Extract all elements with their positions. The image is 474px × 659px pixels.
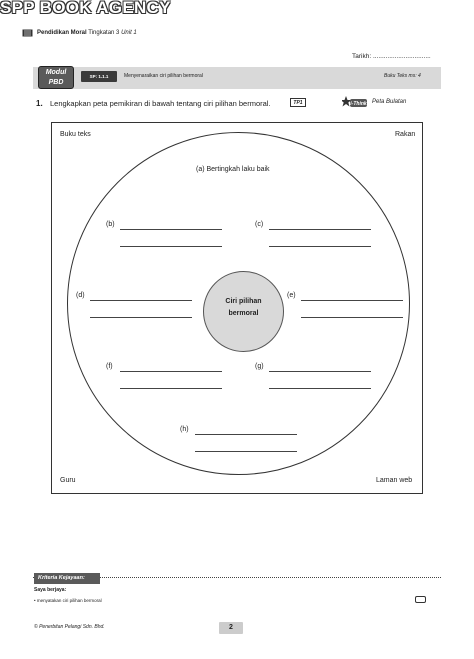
center-label-line2: bermoral [228,310,259,317]
question-text: Lengkapkan peta pemikiran di bawah tentang ciri pilihan bermoral. [50,99,271,108]
answer-label-e: (e) [287,292,296,299]
criteria-title: Kriteria Kejayaan: [34,573,100,584]
answer-label-g: (g) [255,363,264,370]
watermark: SPP BOOK AGENCY [0,0,171,17]
answer-line-b2[interactable] [120,246,222,247]
answer-label-b: (b) [106,221,115,228]
ithink-logo-icon [342,95,368,109]
module-pbd-badge [38,66,74,89]
frame-label-rakan: Rakan [395,131,416,138]
answer-line-f2[interactable] [120,388,222,389]
map-type-label: Peta Bulatan [372,99,407,105]
center-label-line1: Ciri pilihan [225,298,262,305]
frame-label-guru: Guru [60,477,76,484]
answer-line-c1[interactable] [269,229,371,230]
unit-label: Unit 1 [121,30,137,36]
saya-berjaya-label: Saya berjaya: [34,587,67,593]
answer-label-d: (d) [76,292,85,299]
book-icon [22,29,33,37]
criterion-checkbox[interactable] [415,596,426,603]
answer-line-b1[interactable] [120,229,222,230]
question-number: 1. [36,99,43,108]
answer-label-c: (c) [255,221,264,228]
answer-line-d1[interactable] [90,300,192,301]
criterion-item: • menyatakan ciri pilihan bermoral [34,598,102,603]
pbd-label: PBD [48,79,64,86]
module-label: Modul [45,69,67,76]
page-number: 2 [219,622,243,634]
answer-a: (a) Bertingkah laku baik [196,166,270,173]
sp-code-tag: SP: 1.1.1 [81,71,117,82]
answer-line-e1[interactable] [301,300,403,301]
answer-line-d2[interactable] [90,317,192,318]
answer-line-h1[interactable] [195,434,297,435]
sp-description: Menyenaraikan ciri pilihan bermoral [124,73,203,79]
answer-label-f: (f) [106,363,113,370]
publisher-credit: © Penerbitan Pelangi Sdn. Bhd. [34,624,105,630]
answer-line-c2[interactable] [269,246,371,247]
book-header [37,30,137,36]
answer-line-h2[interactable] [195,451,297,452]
subject-title: Pendidikan Moral [37,30,87,36]
center-label [203,296,284,320]
answer-line-g2[interactable] [269,388,371,389]
frame-label-laman-web: Laman web [376,477,413,484]
date-field: Tarikh: ................................ [352,53,431,60]
answer-line-g1[interactable] [269,371,371,372]
tp-level-badge: TP1 [290,98,306,107]
ithink-logo-text: i-Think [350,101,367,107]
form-label: Tingkatan 3 [88,30,120,36]
answer-label-h: (h) [180,426,189,433]
textbook-reference: Buku Teks ms: 4 [384,73,421,79]
frame-label-buku-teks: Buku teks [60,131,91,138]
answer-line-f1[interactable] [120,371,222,372]
answer-line-e2[interactable] [301,317,403,318]
